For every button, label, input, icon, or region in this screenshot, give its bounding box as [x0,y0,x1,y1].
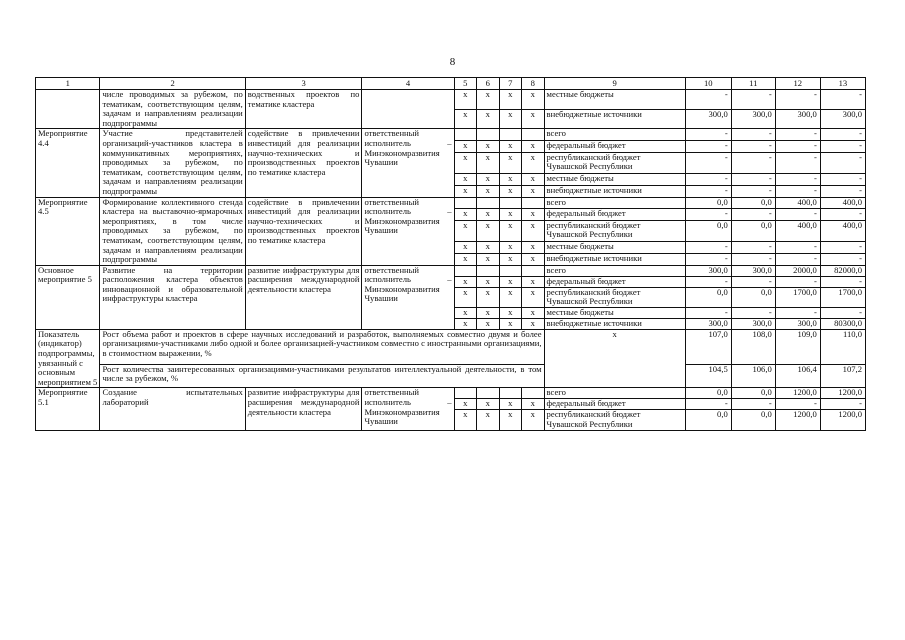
mark-cell [477,129,500,141]
mark-cell: х [477,242,500,254]
table-body [36,90,866,431]
mark-cell: х [477,276,500,287]
value-cell-10: - [685,174,731,186]
value-cell-10: - [685,399,731,410]
mark-cell: х [477,141,500,153]
mark-cell: х [522,209,545,221]
mark-cell: х [499,276,522,287]
mark-cell: х [522,242,545,254]
header-cell: 6 [477,78,500,90]
mark-cell: х [454,253,477,265]
value-cell-13: - [820,307,865,318]
mark-cell: х [499,209,522,221]
mechanism-cell: Развитие на территории расположения кластера объектов инновационной и образовательной инфраструктуры кластера [100,265,245,329]
value-cell-12: 2000,0 [775,265,820,276]
value-cell-11: - [731,276,775,287]
value-cell-13: - [820,399,865,410]
value-cell-11: 300,0 [731,318,775,329]
mark-cell: х [522,276,545,287]
funding-source-cell: внебюджетные источники [544,318,685,329]
value-cell-11: - [731,242,775,254]
mark-cell: х [522,220,545,241]
value-cell-10: - [685,307,731,318]
table-row [36,364,866,388]
mark-cell: х [454,307,477,318]
value-cell-13: 400,0 [820,220,865,241]
table-row [36,129,866,141]
header-cell: 7 [499,78,522,90]
mark-cell: х [499,141,522,153]
mark-cell: х [454,141,477,153]
funding-source-cell: республиканский бюджет Чувашской Республики [544,220,685,241]
mark-cell: х [477,253,500,265]
value-cell-10: - [685,253,731,265]
value-cell-11: - [731,253,775,265]
mechanism-cell: Формирование коллективного стенда кластера на выставочно-ярмарочных мероприятиях, в том числе проводимых за рубежом, по тематикам, соответствующим целям, задачам и направлениям реализации подпрограммы [100,197,245,265]
value-cell-12: - [775,141,820,153]
funding-source-cell: республиканский бюджет Чувашской Республики [544,152,685,173]
funding-source-cell: внебюджетные источники [544,109,685,129]
mark-cell: х [454,152,477,173]
value-cell-12: - [775,253,820,265]
header-cell: 2 [100,78,245,90]
mark-cell: х [454,174,477,186]
header-cell: 3 [245,78,362,90]
mark-cell: х [454,276,477,287]
mark-cell: х [522,253,545,265]
expected-result-cell: водственных проектов по тематике кластера [245,90,362,129]
mark-cell [454,197,477,209]
mark-cell: х [454,185,477,197]
mark-cell: х [477,90,500,110]
value-cell-13: - [820,174,865,186]
value-cell-12: 300,0 [775,109,820,129]
mark-cell [454,265,477,276]
value-cell-11: 0,0 [731,410,775,430]
mark-cell: х [477,209,500,221]
label-cell: Мероприятие 4.4 [36,129,100,197]
mark-cell: х [477,287,500,307]
indicator-mark-cell: х [544,329,685,388]
value-cell-13: 82000,0 [820,265,865,276]
value-cell-11: - [731,152,775,173]
mark-cell: х [499,318,522,329]
value-cell-12: 106,4 [775,364,820,388]
funding-source-cell: внебюджетные источники [544,253,685,265]
value-cell-11: - [731,185,775,197]
mark-cell: х [499,307,522,318]
value-cell-11: - [731,129,775,141]
mark-cell: х [454,287,477,307]
funding-source-cell: всего [544,388,685,399]
header-cell: 10 [685,78,731,90]
mechanism-cell: Создание испытательных лабораторий [100,388,245,430]
mark-cell: х [499,399,522,410]
mark-cell: х [522,185,545,197]
mark-cell: х [454,90,477,110]
executor-cell: ответственный исполнитель – Минэкономразвития Чувашии [362,265,454,329]
value-cell-12: - [775,209,820,221]
value-cell-10: - [685,242,731,254]
value-cell-11: 108,0 [731,329,775,364]
funding-source-cell: всего [544,265,685,276]
mark-cell [522,388,545,399]
value-cell-12: - [775,399,820,410]
header-cell: 12 [775,78,820,90]
header-cell: 8 [522,78,545,90]
value-cell-11: - [731,90,775,110]
label-cell: Мероприятие 4.5 [36,197,100,265]
value-cell-12: - [775,174,820,186]
value-cell-10: 0,0 [685,287,731,307]
value-cell-13: 80300,0 [820,318,865,329]
value-cell-11: 300,0 [731,109,775,129]
value-cell-10: 0,0 [685,410,731,430]
value-cell-13: 107,2 [820,364,865,388]
value-cell-12: 1700,0 [775,287,820,307]
mark-cell: х [499,185,522,197]
funding-source-cell: внебюджетные источники [544,185,685,197]
mark-cell: х [477,399,500,410]
mark-cell: х [454,220,477,241]
label-cell: Основное мероприятие 5 [36,265,100,329]
mark-cell: х [522,399,545,410]
mark-cell: х [477,318,500,329]
table-row [36,388,866,399]
mark-cell [522,265,545,276]
value-cell-13: - [820,276,865,287]
value-cell-13: - [820,209,865,221]
value-cell-10: - [685,129,731,141]
expected-result-cell: содействие в привлечении инвестиций для реализации научно-технических и производственных проектов по тематике кластера [245,129,362,197]
table-row [36,265,866,276]
mark-cell [522,197,545,209]
executor-cell: ответственный исполнитель – Минэкономразвития Чувашии [362,388,454,430]
value-cell-11: 0,0 [731,220,775,241]
value-cell-13: - [820,141,865,153]
funding-source-cell: федеральный бюджет [544,141,685,153]
mark-cell [499,388,522,399]
funding-source-cell: республиканский бюджет Чувашской Республики [544,287,685,307]
value-cell-13: 110,0 [820,329,865,364]
mark-cell: х [477,220,500,241]
expected-result-cell: содействие в привлечении инвестиций для реализации научно-технических и производственных проектов по тематике кластера [245,197,362,265]
funding-source-cell: местные бюджеты [544,242,685,254]
value-cell-12: - [775,90,820,110]
value-cell-11: - [731,174,775,186]
header-cell: 5 [454,78,477,90]
value-cell-13: - [820,253,865,265]
mark-cell: х [454,209,477,221]
value-cell-11: 0,0 [731,287,775,307]
mark-cell: х [522,287,545,307]
executor-cell [362,90,454,129]
executor-cell: ответственный исполнитель – Минэкономразвития Чувашии [362,197,454,265]
table-row [36,197,866,209]
mark-cell [499,129,522,141]
value-cell-11: - [731,399,775,410]
value-cell-13: - [820,90,865,110]
mark-cell: х [522,174,545,186]
expected-result-cell: развитие инфраструктуры для расширения международной деятельности кластера [245,388,362,430]
mark-cell: х [477,152,500,173]
value-cell-12: - [775,307,820,318]
header-cell: 9 [544,78,685,90]
value-cell-13: 1200,0 [820,388,865,399]
value-cell-11: - [731,209,775,221]
funding-source-cell: местные бюджеты [544,90,685,110]
value-cell-10: 300,0 [685,318,731,329]
mark-cell: х [499,152,522,173]
mark-cell: х [477,410,500,430]
mark-cell: х [499,410,522,430]
funding-source-cell: всего [544,197,685,209]
funding-source-cell: республиканский бюджет Чувашской Республики [544,410,685,430]
value-cell-13: - [820,242,865,254]
value-cell-13: 1200,0 [820,410,865,430]
value-cell-10: 300,0 [685,109,731,129]
column-number-row [36,78,866,90]
value-cell-13: 300,0 [820,109,865,129]
value-cell-12: 300,0 [775,318,820,329]
mark-cell: х [454,109,477,129]
mark-cell: х [477,174,500,186]
mark-cell: х [499,220,522,241]
mark-cell: х [499,174,522,186]
header-cell: 1 [36,78,100,90]
value-cell-12: - [775,152,820,173]
value-cell-11: 106,0 [731,364,775,388]
executor-cell: ответственный исполнитель – Минэкономразвития Чувашии [362,129,454,197]
value-cell-12: 400,0 [775,220,820,241]
label-cell: Мероприятие 5.1 [36,388,100,430]
value-cell-10: - [685,141,731,153]
mechanism-cell: числе проводимых за рубежом, по тематикам, соответствующим целям, задачам и направлениям реализации подпрограммы [100,90,245,129]
value-cell-11: - [731,307,775,318]
indicator-text-cell: Рост объема работ и проектов в сфере научных исследований и разработок, выполняемых совместно двумя и более организациями-участниками либо одной и более организацией-участником совместно с иностранными организациями, в стоимостном выражении, % [100,329,544,364]
value-cell-13: 1700,0 [820,287,865,307]
value-cell-10: 107,0 [685,329,731,364]
header-cell: 4 [362,78,454,90]
funding-source-cell: местные бюджеты [544,307,685,318]
mark-cell: х [499,287,522,307]
mark-cell: х [522,141,545,153]
value-cell-10: 0,0 [685,220,731,241]
value-cell-12: 1200,0 [775,410,820,430]
mark-cell: х [499,253,522,265]
value-cell-10: - [685,90,731,110]
value-cell-13: - [820,129,865,141]
header-cell: 13 [820,78,865,90]
funding-source-cell: всего [544,129,685,141]
mark-cell [477,388,500,399]
mark-cell: х [522,152,545,173]
mark-cell: х [522,318,545,329]
table-row [36,329,866,364]
mark-cell [522,129,545,141]
funding-source-cell: федеральный бюджет [544,209,685,221]
mark-cell: х [499,109,522,129]
mark-cell [477,197,500,209]
value-cell-10: 0,0 [685,197,731,209]
value-cell-12: 109,0 [775,329,820,364]
mark-cell: х [477,185,500,197]
indicator-text-cell: Рост количества заинтересованных организациями-участниками результатов интеллектуальной деятельности, в том числе за рубежом, % [100,364,544,388]
header-cell: 11 [731,78,775,90]
value-cell-10: 300,0 [685,265,731,276]
label-cell [36,90,100,129]
value-cell-12: 1200,0 [775,388,820,399]
mark-cell: х [522,307,545,318]
mark-cell [454,388,477,399]
value-cell-12: - [775,129,820,141]
mark-cell: х [454,318,477,329]
mark-cell: х [499,242,522,254]
value-cell-11: - [731,141,775,153]
mark-cell [499,265,522,276]
value-cell-12: - [775,242,820,254]
mark-cell: х [454,399,477,410]
mark-cell: х [477,307,500,318]
value-cell-13: 400,0 [820,197,865,209]
value-cell-10: - [685,185,731,197]
funding-source-cell: местные бюджеты [544,174,685,186]
mark-cell: х [522,410,545,430]
value-cell-11: 0,0 [731,388,775,399]
value-cell-10: - [685,152,731,173]
funding-source-cell: федеральный бюджет [544,399,685,410]
mark-cell: х [522,90,545,110]
value-cell-11: 300,0 [731,265,775,276]
mark-cell: х [522,109,545,129]
value-cell-12: 400,0 [775,197,820,209]
page-number: 8 [449,56,456,68]
mechanism-cell: Участие представителей организаций-участников кластера в коммуникативных мероприятиях, проводимых за рубежом, по тематикам, соответствующим целям, задачам и направлениям реализации подпрограммы [100,129,245,197]
value-cell-13: - [820,152,865,173]
value-cell-10: - [685,209,731,221]
value-cell-10: - [685,276,731,287]
indicator-label-cell: Показатель (индикатор) подпрограммы, увязанный с основным мероприятием 5 [36,329,100,388]
value-cell-13: - [820,185,865,197]
value-cell-11: 0,0 [731,197,775,209]
mark-cell [477,265,500,276]
mark-cell: х [454,242,477,254]
expected-result-cell: развитие инфраструктуры для расширения международной деятельности кластера [245,265,362,329]
mark-cell [454,129,477,141]
value-cell-12: - [775,185,820,197]
table-row [36,90,866,110]
mark-cell: х [499,90,522,110]
mark-cell [499,197,522,209]
budget-table [35,77,866,431]
mark-cell: х [454,410,477,430]
value-cell-10: 104,5 [685,364,731,388]
mark-cell: х [477,109,500,129]
value-cell-10: 0,0 [685,388,731,399]
funding-source-cell: федеральный бюджет [544,276,685,287]
value-cell-12: - [775,276,820,287]
